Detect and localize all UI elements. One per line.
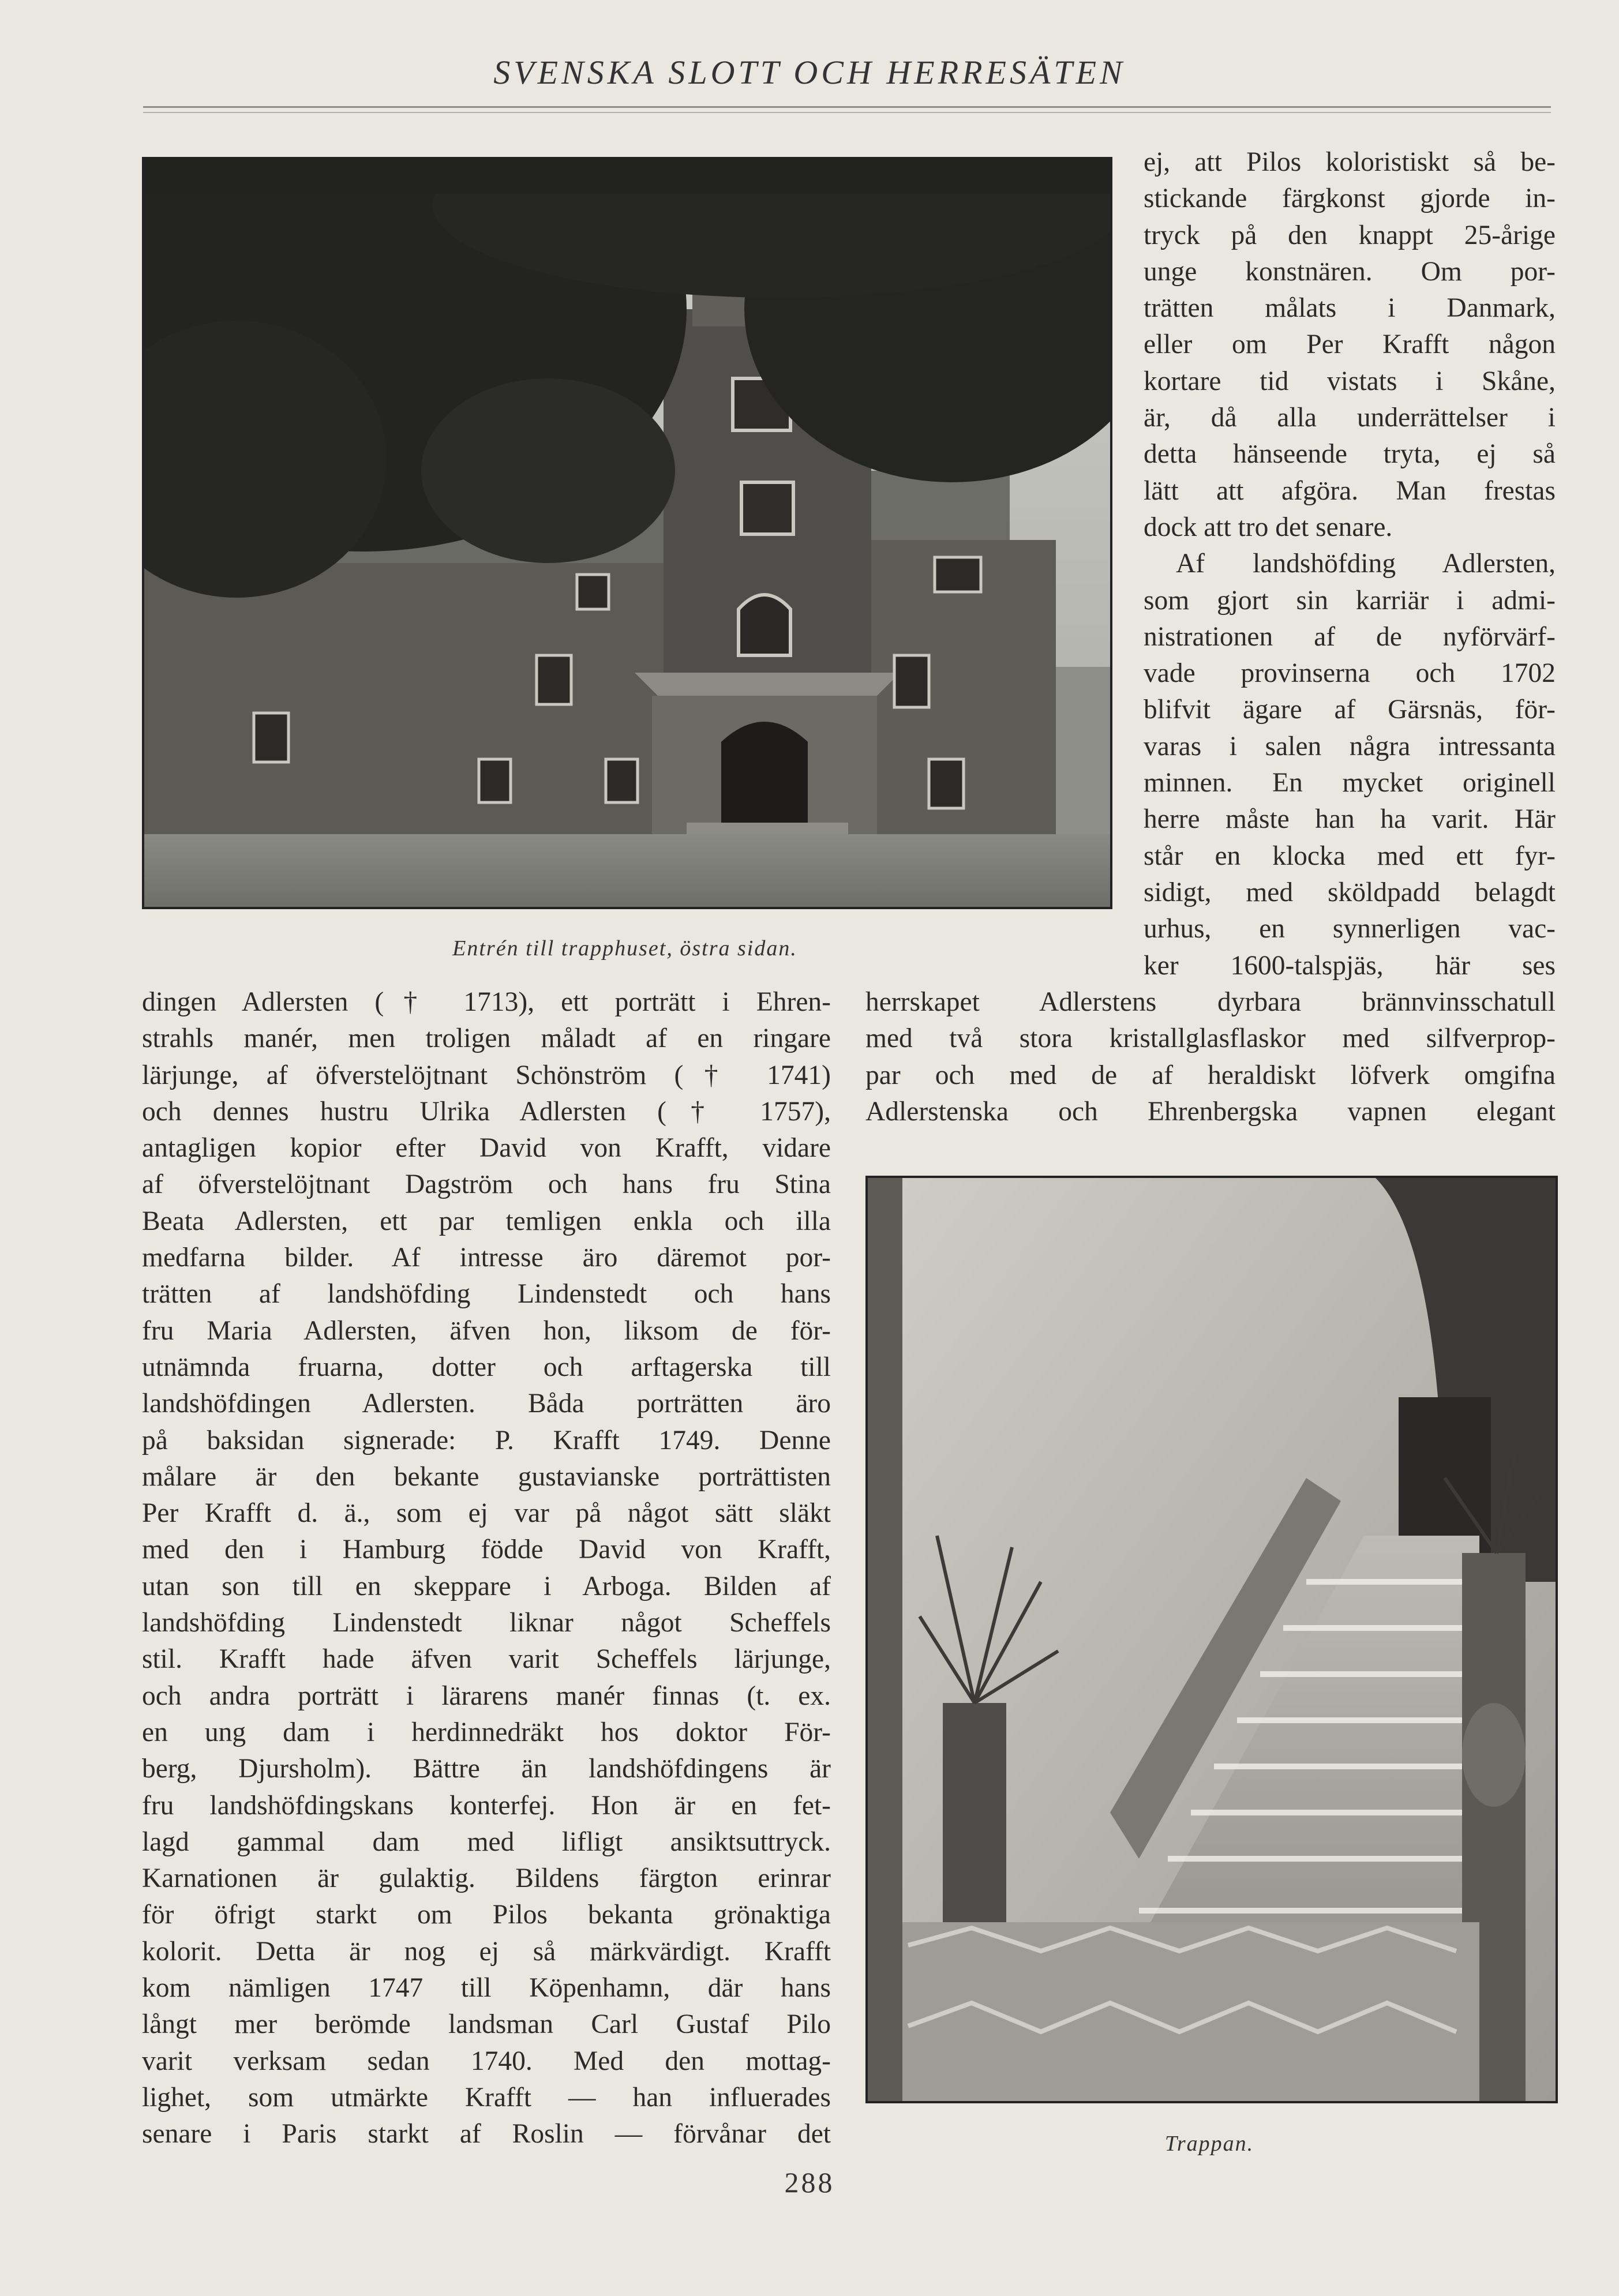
text-line: blifvit ägare af Gärsnäs, för-: [1144, 695, 1556, 725]
text-line: lärjunge, af öfverstelöjtnant Schönström († 1741): [142, 1060, 831, 1090]
staircase-photo-image: [868, 1178, 1556, 2101]
text-column-left: [142, 984, 831, 2153]
text-line: Per Krafft d. ä., som ej var på något sätt släkt: [142, 1498, 831, 1529]
running-title: SVENSKA SLOTT OCH HERRESÄTEN: [493, 54, 1126, 91]
text-line: nistrationen af de nyförvärf-: [1144, 621, 1556, 652]
text-line: herre måste han ha varit. Här: [1144, 804, 1556, 835]
text-line: kolorit. Detta är nog ej så märkvärdigt. Krafft: [142, 1936, 831, 1967]
text-line: kortare tid vistats i Skåne,: [1144, 366, 1556, 396]
text-line: detta hänseende tryta, ej så: [1144, 439, 1556, 470]
text-line: senare i Paris starkt af Roslin — förvånar det: [142, 2119, 831, 2149]
text-column-right-top: [1144, 144, 1556, 984]
staircase-photo-caption: Trappan.: [1164, 2132, 1254, 2156]
text-line: trätten af landshöfding Lindenstedt och hans: [142, 1279, 831, 1310]
text-line: landshöfding Lindenstedt liknar något Scheffels: [142, 1608, 831, 1638]
text-line: vade provinserna och 1702: [1144, 658, 1556, 689]
entrance-photo: [142, 157, 1112, 909]
text-line: dingen Adlersten († 1713), ett porträtt i Ehren-: [142, 987, 831, 1017]
text-line: Beata Adlersten, ett par temligen enkla och illa: [142, 1206, 831, 1236]
text-line: varas i salen några intressanta: [1144, 731, 1556, 761]
text-line: urhus, en synnerligen vac-: [1144, 914, 1556, 944]
text-line: sidigt, med sköldpadd belagdt: [1144, 877, 1556, 907]
text-line: som gjort sin karriär i admi-: [1144, 585, 1556, 616]
text-line: och dennes hustru Ulrika Adlersten († 1757),: [142, 1096, 831, 1127]
text-line: eller om Per Krafft någon: [1144, 329, 1556, 360]
text-line: fru landshöfdingskans konterfej. Hon är en fet-: [142, 1790, 831, 1821]
text-line: Karnationen är gulaktig. Bildens färgton erinrar: [142, 1863, 831, 1894]
text-line: och andra porträtt i lärarens manér finnas (t. ex.: [142, 1680, 831, 1711]
text-line: herrskapet Adlerstens dyrbara brännvinsschatull: [865, 987, 1556, 1017]
text-line: unge konstnären. Om por-: [1144, 256, 1556, 287]
text-line: lätt att afgöra. Man frestas: [1144, 475, 1556, 506]
text-line: ej, att Pilos koloristiskt så be-: [1144, 147, 1556, 177]
header-rule-thin: [143, 112, 1551, 113]
text-line: är, då alla underrättelser i: [1144, 403, 1556, 433]
entrance-photo-image: [144, 159, 1110, 907]
text-line: tryck på den knappt 25-årige: [1144, 220, 1556, 250]
text-line: antagligen kopior efter David von Krafft, vidare: [142, 1133, 831, 1164]
text-line: fru Maria Adlersten, äfven hon, liksom de för-: [142, 1315, 831, 1346]
text-line: står en klocka med ett fyr-: [1144, 841, 1556, 871]
text-line: strahls manér, men troligen måladt af en ringare: [142, 1023, 831, 1054]
text-line: med två stora kristallglasflaskor med silfverprop-: [865, 1023, 1556, 1054]
text-line: stickande färgkonst gjorde in-: [1144, 183, 1556, 214]
text-line: en ung dam i herdinnedräkt hos doktor För-: [142, 1717, 831, 1747]
text-column-right-mid: [865, 984, 1556, 1130]
text-line: med den i Hamburg födde David von Krafft,: [142, 1535, 831, 1565]
page-number: 288: [784, 2166, 835, 2199]
text-line: af öfverstelöjtnant Dagström och hans fru Stina: [142, 1169, 831, 1200]
text-line: par och med de af heraldiskt löfverk omgifna: [865, 1060, 1556, 1090]
text-line: lagd gammal dam med lifligt ansiktsuttryck.: [142, 1826, 831, 1857]
text-line: för öfrigt starkt om Pilos bekanta grönaktiga: [142, 1900, 831, 1930]
text-line: trätten målats i Danmark,: [1144, 293, 1556, 324]
text-line: långt mer berömde landsman Carl Gustaf Pilo: [142, 2009, 831, 2040]
text-line: utnämnda fruarna, dotter och arftagerska till: [142, 1352, 831, 1382]
text-line: ker 1600-talspjäs, här ses: [1144, 950, 1556, 981]
header-rule: [143, 106, 1551, 108]
text-line: berg, Djursholm). Bättre än landshöfdingens är: [142, 1754, 831, 1784]
text-line: Af landshöfding Adlersten,: [1176, 549, 1556, 579]
text-line: stil. Krafft hade äfven varit Scheffels lärjunge,: [142, 1644, 831, 1675]
text-line: medfarna bilder. Af intresse äro däremot por-: [142, 1243, 831, 1273]
entrance-photo-caption: Entrén till trapphuset, östra sidan.: [452, 936, 797, 961]
text-line: på baksidan signerade: P. Krafft 1749. Denne: [142, 1425, 831, 1455]
text-line: dock att tro det senare.: [1144, 512, 1393, 542]
text-line: landshöfdingen Adlersten. Båda porträtten äro: [142, 1389, 831, 1419]
staircase-photo: [865, 1176, 1558, 2103]
text-line: varit verksam sedan 1740. Med den mottag-: [142, 2046, 831, 2076]
text-line: minnen. En mycket originell: [1144, 768, 1556, 798]
text-line: utan son till en skeppare i Arboga. Bilden af: [142, 1571, 831, 1601]
text-line: kom nämligen 1747 till Köpenhamn, där hans: [142, 1973, 831, 2004]
text-line: Adlerstenska och Ehrenbergska vapnen elegant: [865, 1096, 1556, 1127]
text-line: målare är den bekante gustavianske porträttisten: [142, 1461, 831, 1492]
text-line: lighet, som utmärkte Krafft — han influerades: [142, 2082, 831, 2113]
